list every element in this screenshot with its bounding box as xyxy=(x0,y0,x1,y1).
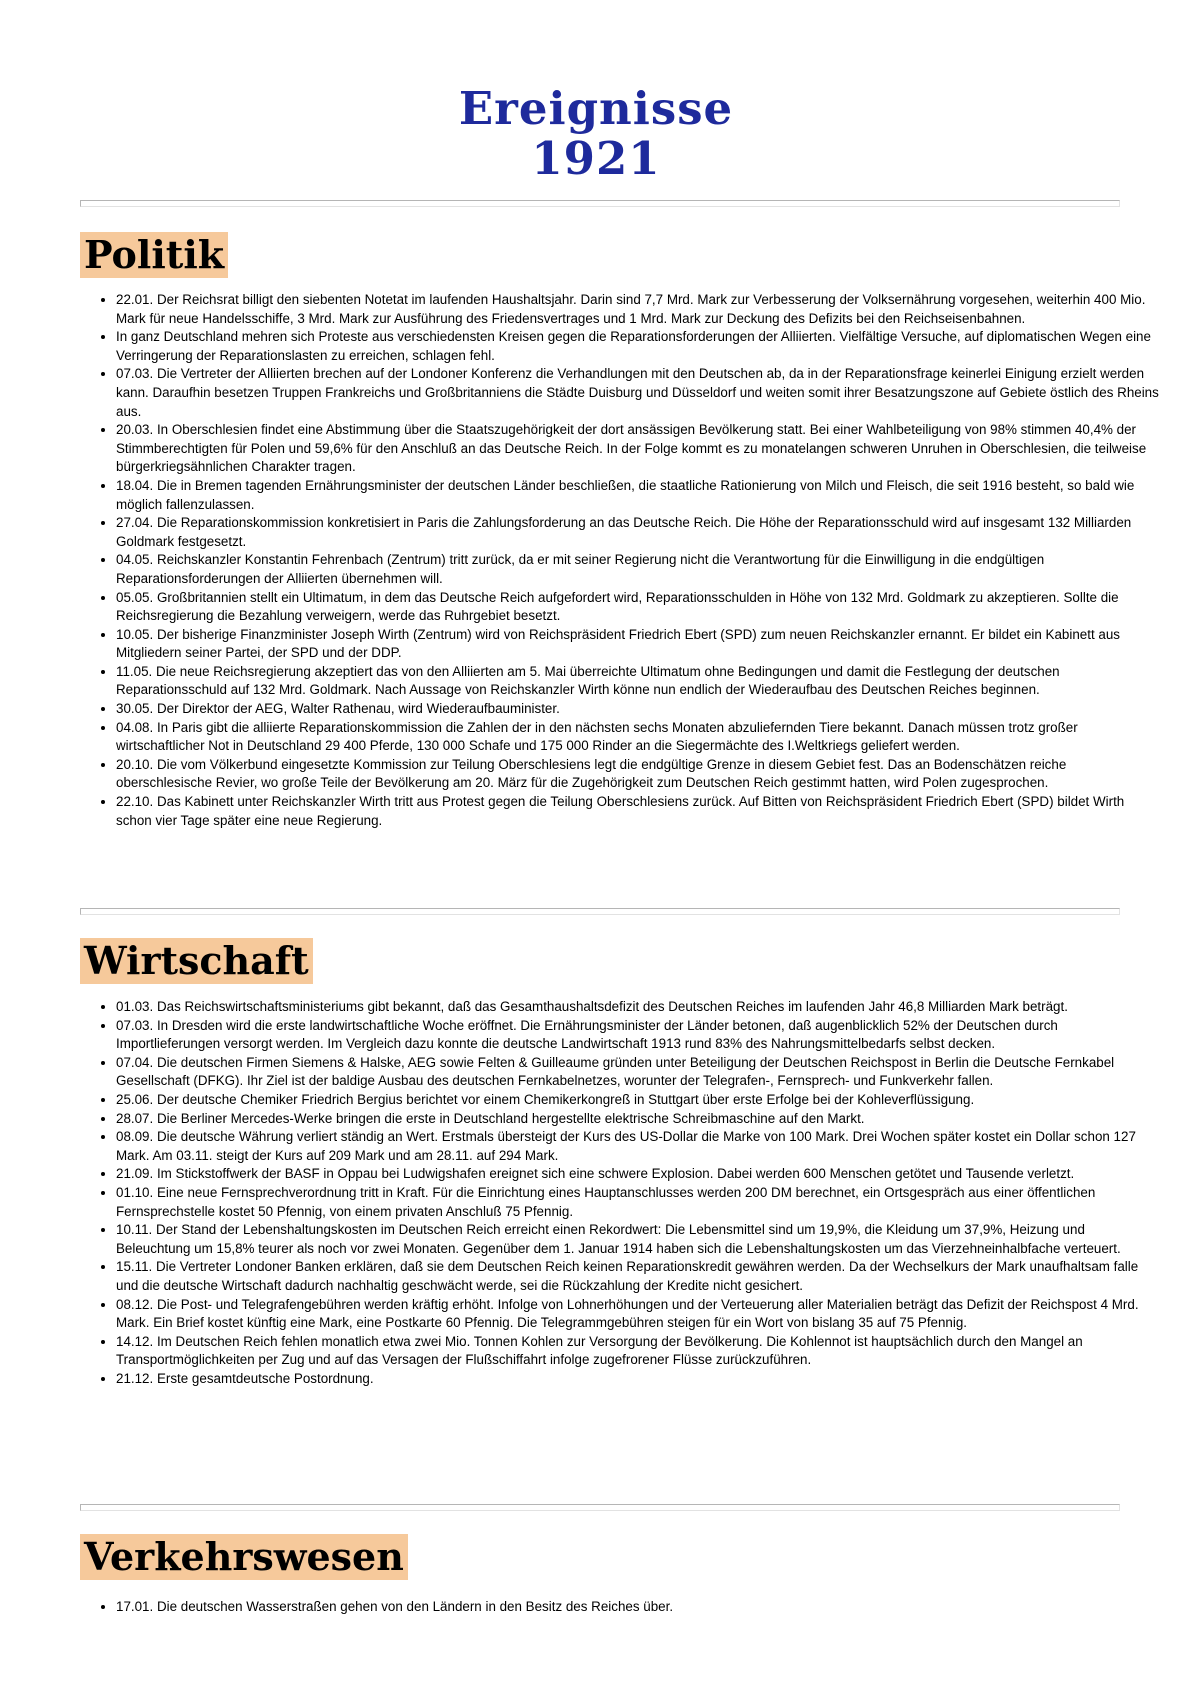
list-item: • 08.09. Die deutsche Währung verliert ständig an Wert. Erstmals übersteigt der Kurs des US-Dollar die Marke von 100 Mark. Drei Wochen später kostet ein Dollar schon 127 Mark. Am 03.11. steigt der Kurs auf 209 Mark und am 28.11. auf 294 Mark. xyxy=(116,1128,1161,1165)
divider xyxy=(80,1504,1120,1511)
list-item: • 01.03. Das Reichswirtschaftsministeriums gibt bekannt, daß das Gesamthaushaltsdefizit des Deutschen Reiches im laufenden Jahr 46,8 Milliarden Mark beträgt. xyxy=(116,998,1161,1017)
list-item: • 17.01. Die deutschen Wasserstraßen gehen von den Ländern in den Besitz des Reiches über. xyxy=(116,1598,1161,1617)
list-item: • 22.01. Der Reichsrat billigt den siebenten Notetat im laufenden Haushaltsjahr. Darin sind 7,7 Mrd. Mark zur Verbesserung der Volksernährung vorgesehen, weiterhin 400 Mio. Mark für neue Handelsschiffe, 3 Mrd. Mark zur Ausführung des Friedensvertrages und 1 Mrd. Mark zur Deckung des Defizits bei den Reichseisenbahnen. xyxy=(116,291,1161,328)
list-item: • 28.07. Die Berliner Mercedes-Werke bringen die erste in Deutschland hergestellte elektrische Schreibmaschine auf den Markt. xyxy=(116,1110,1161,1129)
divider xyxy=(80,200,1120,207)
list-item: • 30.05. Der Direktor der AEG, Walter Rathenau, wird Wiederaufbauminister. xyxy=(116,700,1161,719)
list-item: • 27.04. Die Reparationskommission konkretisiert in Paris die Zahlungsforderung an das Deutsche Reich. Die Höhe der Reparationsschuld wird auf insgesamt 132 Milliarden Goldmark festgesetzt. xyxy=(116,514,1161,551)
section-heading-politik: Politik xyxy=(80,232,228,278)
list-item: • 07.03. In Dresden wird die erste landwirtschaftliche Woche eröffnet. Die Ernährungsminister der Länder betonen, daß augenblicklich 52% der Deutschen durch Importlieferungen versorgt werden. Im Vergleich dazu konnte die deutsche Landwirtschaft 1913 rund 83% des Nahrungsmittelbedarfs selbst decken. xyxy=(116,1017,1161,1054)
list-item: • 05.05. Großbritannien stellt ein Ultimatum, in dem das Deutsche Reich aufgefordert wird, Reparationsschulden in Höhe von 132 Mrd. Goldmark zu akzeptieren. Sollte die Reichsregierung die Bezahlung verweigern, werde das Ruhrgebiet besetzt. xyxy=(116,589,1161,626)
list-item: • 04.08. In Paris gibt die alliierte Reparationskommission die Zahlen der in den nächsten sechs Monaten abzuliefernden Tiere bekannt. Danach müssen trotz großer wirtschaftlicher Not in Deutschland 29 400 Pferde, 130 000 Schafe und 175 000 Rinder an die Siegermächte des I.Weltkriegs geliefert werden. xyxy=(116,719,1161,756)
list-item: • 07.04. Die deutschen Firmen Siemens & Halske, AEG sowie Felten & Guilleaume gründen unter Beteiligung der Deutschen Reichspost in Berlin die Deutsche Fernkabel Gesellschaft (DFKG). Ihr Ziel ist der baldige Ausbau des deutschen Fernkabelnetzes, worunter der Telegrafen-, Fernsprech- und Funkverkehr fallen. xyxy=(116,1054,1161,1091)
list-item: • 18.04. Die in Bremen tagenden Ernährungsminister der deutschen Länder beschließen, die staatliche Rationierung von Milch und Fleisch, die seit 1916 besteht, so bald wie möglich fallenzulassen. xyxy=(116,477,1161,514)
list-item: • 15.11. Die Vertreter Londoner Banken erklären, daß sie dem Deutschen Reich keinen Reparationskredit gewähren werden. Da der Wechselkurs der Mark unaufhaltsam falle und die deutsche Wirtschaft dadurch nachhaltig geschwächt werde, sei die Rückzahlung der Kredite nicht gesichert. xyxy=(116,1258,1161,1295)
list-item: • 08.12. Die Post- und Telegrafengebühren werden kräftig erhöht. Infolge von Lohnerhöhungen und der Verteuerung aller Materialien beträgt das Defizit der Reichspost 4 Mrd. Mark. Ein Brief kostet künftig eine Mark, eine Postkarte 60 Pfennig. Die Telegrammgebühren steigen für ein Wort von bislang 35 auf 75 Pfennig. xyxy=(116,1296,1161,1333)
section-heading-wirtschaft: Wirtschaft xyxy=(80,938,313,984)
list-item: • 22.10. Das Kabinett unter Reichskanzler Wirth tritt aus Protest gegen die Teilung Oberschlesiens zurück. Auf Bitten von Reichspräsident Friedrich Ebert (SPD) bildet Wirth schon vier Tage später eine neue Regierung. xyxy=(116,793,1161,830)
list-item: • 20.03. In Oberschlesien findet eine Abstimmung über die Staatszugehörigkeit der dort ansässigen Bevölkerung statt. Bei einer Wahlbeteiligung von 98% stimmen 40,4% der Stimmberechtigten für Polen und 59,6% für den Anschluß an das Deutsche Reich. In der Folge kommt es zu monatelangen schweren Unruhen in Oberschlesien, die teilweise bürgerkriegsähnlichen Charakter tragen. xyxy=(116,421,1161,477)
list-item: • 04.05. Reichskanzler Konstantin Fehrenbach (Zentrum) tritt zurück, da er mit seiner Regierung nicht die Verantwortung für die Einwilligung in die endgültigen Reparationsforderungen der Alliierten übernehmen will. xyxy=(116,551,1161,588)
list-item: • 14.12. Im Deutschen Reich fehlen monatlich etwa zwei Mio. Tonnen Kohlen zur Versorgung der Bevölkerung. Die Kohlennot ist hauptsächlich durch den Mangel an Transportmöglichkeiten per Zug und auf das Versagen der Flußschiffahrt infolge zugefrorener Flüsse zurückzuführen. xyxy=(116,1333,1161,1370)
section-heading-verkehrswesen: Verkehrswesen xyxy=(80,1534,408,1580)
list-item: • 25.06. Der deutsche Chemiker Friedrich Bergius berichtet vor einem Chemikerkongreß in Stuttgart über erste Erfolge bei der Kohleverflüssigung. xyxy=(116,1091,1161,1110)
list-item: • 21.09. Im Stickstoffwerk der BASF in Oppau bei Ludwigshafen ereignet sich eine schwere Explosion. Dabei werden 600 Menschen getötet und Tausende verletzt. xyxy=(116,1165,1161,1184)
list-item: • 10.11. Der Stand der Lebenshaltungskosten im Deutschen Reich erreicht einen Rekordwert: Die Lebensmittel sind um 19,9%, die Kleidung um 37,9%, Heizung und Beleuchtung um 15,8% teurer als noch vor zwei Monaten. Gegenüber dem 1. Januar 1914 haben sich die Lebenshaltungskosten um das Vierzehneinhalbfache verteuert. xyxy=(116,1221,1161,1258)
list-item: • 20.10. Die vom Völkerbund eingesetzte Kommission zur Teilung Oberschlesiens legt die endgültige Grenze in diesem Gebiet fest. Das an Bodenschätzen reiche oberschlesische Revier, wo große Teile der Bevölkerung am 20. März für die Zugehörigkeit zum Deutschen Reich gestimmt hatten, wird Polen zugesprochen. xyxy=(116,756,1161,793)
list-item: • 11.05. Die neue Reichsregierung akzeptiert das von den Alliierten am 5. Mai überreichte Ultimatum ohne Bedingungen und damit die Festlegung der deutschen Reparationsschuld auf 132 Mrd. Goldmark. Nach Aussage von Reichskanzler Wirth könne nun endlich der Wiederaufbau des Deutschen Reiches beginnen. xyxy=(116,663,1161,700)
page-title-line-2: 1921 xyxy=(531,132,661,185)
politik-list xyxy=(80,291,1161,830)
list-item: • 07.03. Die Vertreter der Alliierten brechen auf der Londoner Konferenz die Verhandlungen mit den Deutschen ab, da in der Reparationsfrage keinerlei Einigung erzielt werden kann. Daraufhin besetzen Truppen Frankreichs und Großbritanniens die Städte Duisburg und Düsseldorf und weiten somit ihrer Besatzungszone auf Gebiete östlich des Rheins aus. xyxy=(116,365,1161,421)
page-title-line-1: Ereignisse xyxy=(458,82,734,135)
wirtschaft-list xyxy=(80,998,1161,1388)
page-title xyxy=(0,84,1192,184)
divider xyxy=(80,908,1120,915)
verkehrswesen-list xyxy=(80,1598,1161,1617)
list-item: • In ganz Deutschland mehren sich Proteste aus verschiedensten Kreisen gegen die Reparationsforderungen der Alliierten. Vielfältige Versuche, auf diplomatischen Wegen eine Verringerung der Reparationslasten zu erreichen, schlagen fehl. xyxy=(116,328,1161,365)
list-item: • 01.10. Eine neue Fernsprechverordnung tritt in Kraft. Für die Einrichtung eines Hauptanschlusses werden 200 DM berechnet, ein Ortsgespräch aus einer öffentlichen Fernsprechstelle kostet 50 Pfennig, von einem privaten Anschluß 75 Pfennig. xyxy=(116,1184,1161,1221)
list-item: • 21.12. Erste gesamtdeutsche Postordnung. xyxy=(116,1370,1161,1389)
list-item: • 10.05. Der bisherige Finanzminister Joseph Wirth (Zentrum) wird von Reichspräsident Friedrich Ebert (SPD) zum neuen Reichskanzler ernannt. Er bildet ein Kabinett aus Mitgliedern seiner Partei, der SPD und der DDP. xyxy=(116,626,1161,663)
